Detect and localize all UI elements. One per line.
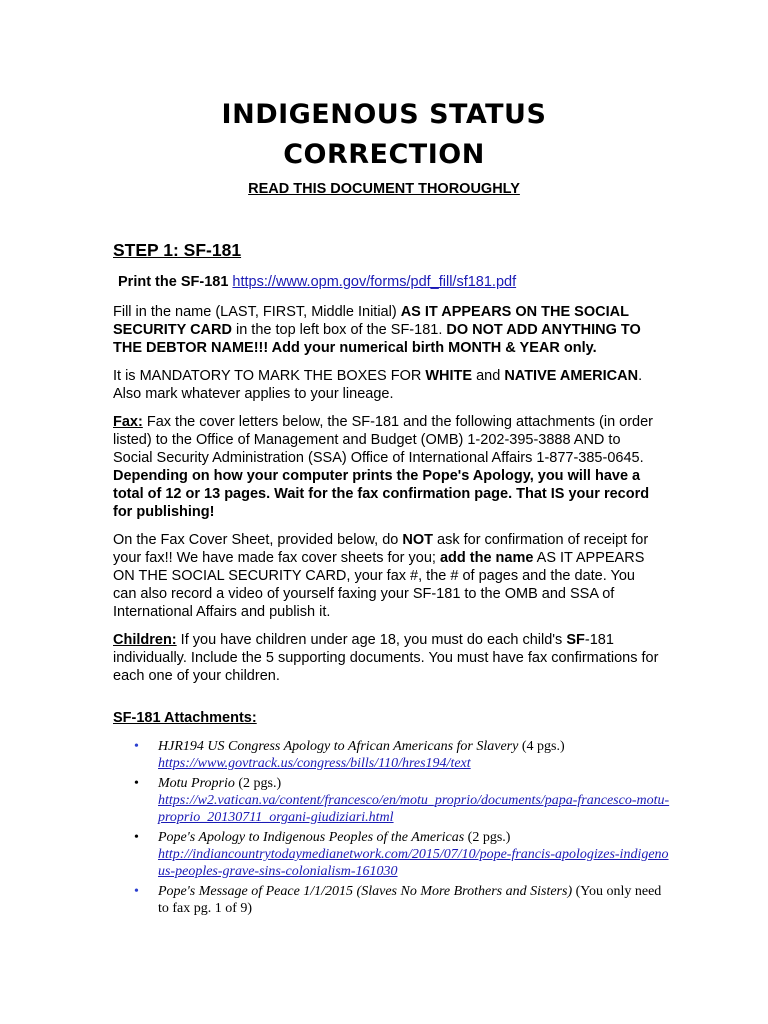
attachment-item-hjr194 xyxy=(130,738,670,772)
children-paragraph xyxy=(113,631,661,685)
document-title-line-2: CORRECTION xyxy=(283,139,485,170)
fill-text-b: AS IT APPEARS ON THE SOCIAL SECURITY CARD xyxy=(113,304,629,338)
children-sf: SF xyxy=(566,632,585,648)
read-thoroughly-notice: READ THIS DOCUMENT THOROUGHLY xyxy=(248,181,520,197)
attachment-title: Pope's Apology to Indigenous Peoples of the Americas xyxy=(158,830,465,845)
attachment-link[interactable]: https://www.govtrack.us/congress/bills/110/hres194/text xyxy=(158,756,471,771)
bullet-icon: • xyxy=(134,739,139,754)
fill-text-d: DO NOT ADD ANYTHING TO THE DEBTOR NAME!!! Add your numerical birth MONTH & YEAR only. xyxy=(113,322,641,356)
bullet-icon: • xyxy=(134,776,139,791)
fax-cover-paragraph xyxy=(113,531,661,621)
fill-text-c: in the top left box of the SF-181. xyxy=(231,322,447,338)
attachment-item-popes-apology xyxy=(130,829,670,880)
children-text-c: -181 individually. Include the 5 supporting documents. You must have fax confirmations for each one of your children. xyxy=(113,632,659,684)
children-text-a: If you have children under age 18, you must do each child's xyxy=(176,632,567,648)
fax-text-a: Fax the cover letters below, the SF-181 and the following attachments (in order listed) to the Office of Management and Budget (OMB) 1-202-395-3888 AND to Social Security Administration (SSA) Office of International Affairs 1-877-385-0645. xyxy=(113,414,654,466)
mandatory-white: WHITE xyxy=(425,368,473,384)
fill-in-name-paragraph xyxy=(113,303,661,357)
print-sf181-label: Print the SF-181 xyxy=(118,274,229,290)
attachment-title: Motu Proprio xyxy=(158,776,235,791)
cover-text-a: On the Fax Cover Sheet, provided below, do xyxy=(113,532,403,548)
fax-label: Fax: xyxy=(113,414,143,430)
fill-text-a: Fill in the name (LAST, FIRST, Middle Initial) xyxy=(113,304,401,320)
fax-text-c: Wait for the fax confirmation page. That IS your record for publishing! xyxy=(113,486,650,520)
attachment-link[interactable]: https://w2.vatican.va/content/francesco/en/motu_proprio/documents/papa-francesco-motu-proprio_20130711_organi-giudiziari.html xyxy=(158,793,670,825)
children-label: Children: xyxy=(113,632,177,648)
cover-add-the-name: add the name xyxy=(439,550,534,566)
attachment-pages: (You only need to fax pg. 1 of 9) xyxy=(158,884,662,916)
attachment-title: Pope's Message of Peace 1/1/2015 (Slaves No More Brothers and Sisters) xyxy=(158,884,573,899)
mandatory-text-c: and xyxy=(472,368,505,384)
bullet-icon: • xyxy=(134,830,139,845)
sf181-pdf-link[interactable]: https://www.opm.gov/forms/pdf_fill/sf181.pdf xyxy=(232,274,517,290)
attachment-pages: (2 pgs.) xyxy=(234,776,282,791)
attachment-item-motu-proprio xyxy=(130,775,670,826)
attachments-heading: SF-181 Attachments: xyxy=(113,710,257,726)
step-1-heading: STEP 1: SF-181 xyxy=(113,240,242,260)
attachment-link[interactable]: http://indiancountrytodaymedianetwork.com/2015/07/10/pope-francis-apologizes-indigenous-peoples-grave-sins-colonialism-161030 xyxy=(158,847,669,879)
bullet-icon: • xyxy=(134,884,139,899)
attachment-pages: (2 pgs.) xyxy=(464,830,511,845)
document-title-line-1: INDIGENOUS STATUS xyxy=(221,99,547,130)
attachment-pages: (4 pgs.) xyxy=(518,739,565,754)
attachments-list xyxy=(130,738,670,920)
cover-text-e: AS IT APPEARS ON THE SOCIAL SECURITY CARD, your fax #, the # of pages and the date. You can also record a video of yourself faxing your SF-181 to the OMB and SSA of International Affairs and publish it. xyxy=(113,550,645,620)
attachment-item-message-of-peace xyxy=(130,883,670,917)
cover-not: NOT xyxy=(402,532,433,548)
attachment-title: HJR194 US Congress Apology to African Americans for Slavery xyxy=(158,739,519,754)
mandatory-text-e: . Also mark whatever applies to your lineage. xyxy=(113,368,643,402)
mandatory-boxes-paragraph xyxy=(113,367,661,403)
fax-text-b: Depending on how your computer prints the Pope's Apology, you will have a total of 12 or 13 pages. xyxy=(113,468,641,502)
cover-text-c: ask for confirmation of receipt for your fax!! We have made fax cover sheets for you; xyxy=(113,532,649,566)
mandatory-native-american: NATIVE AMERICAN xyxy=(504,368,639,384)
print-sf181-line xyxy=(118,274,678,290)
fax-paragraph xyxy=(113,413,661,521)
mandatory-text-a: It is MANDATORY TO MARK THE BOXES FOR xyxy=(113,368,426,384)
